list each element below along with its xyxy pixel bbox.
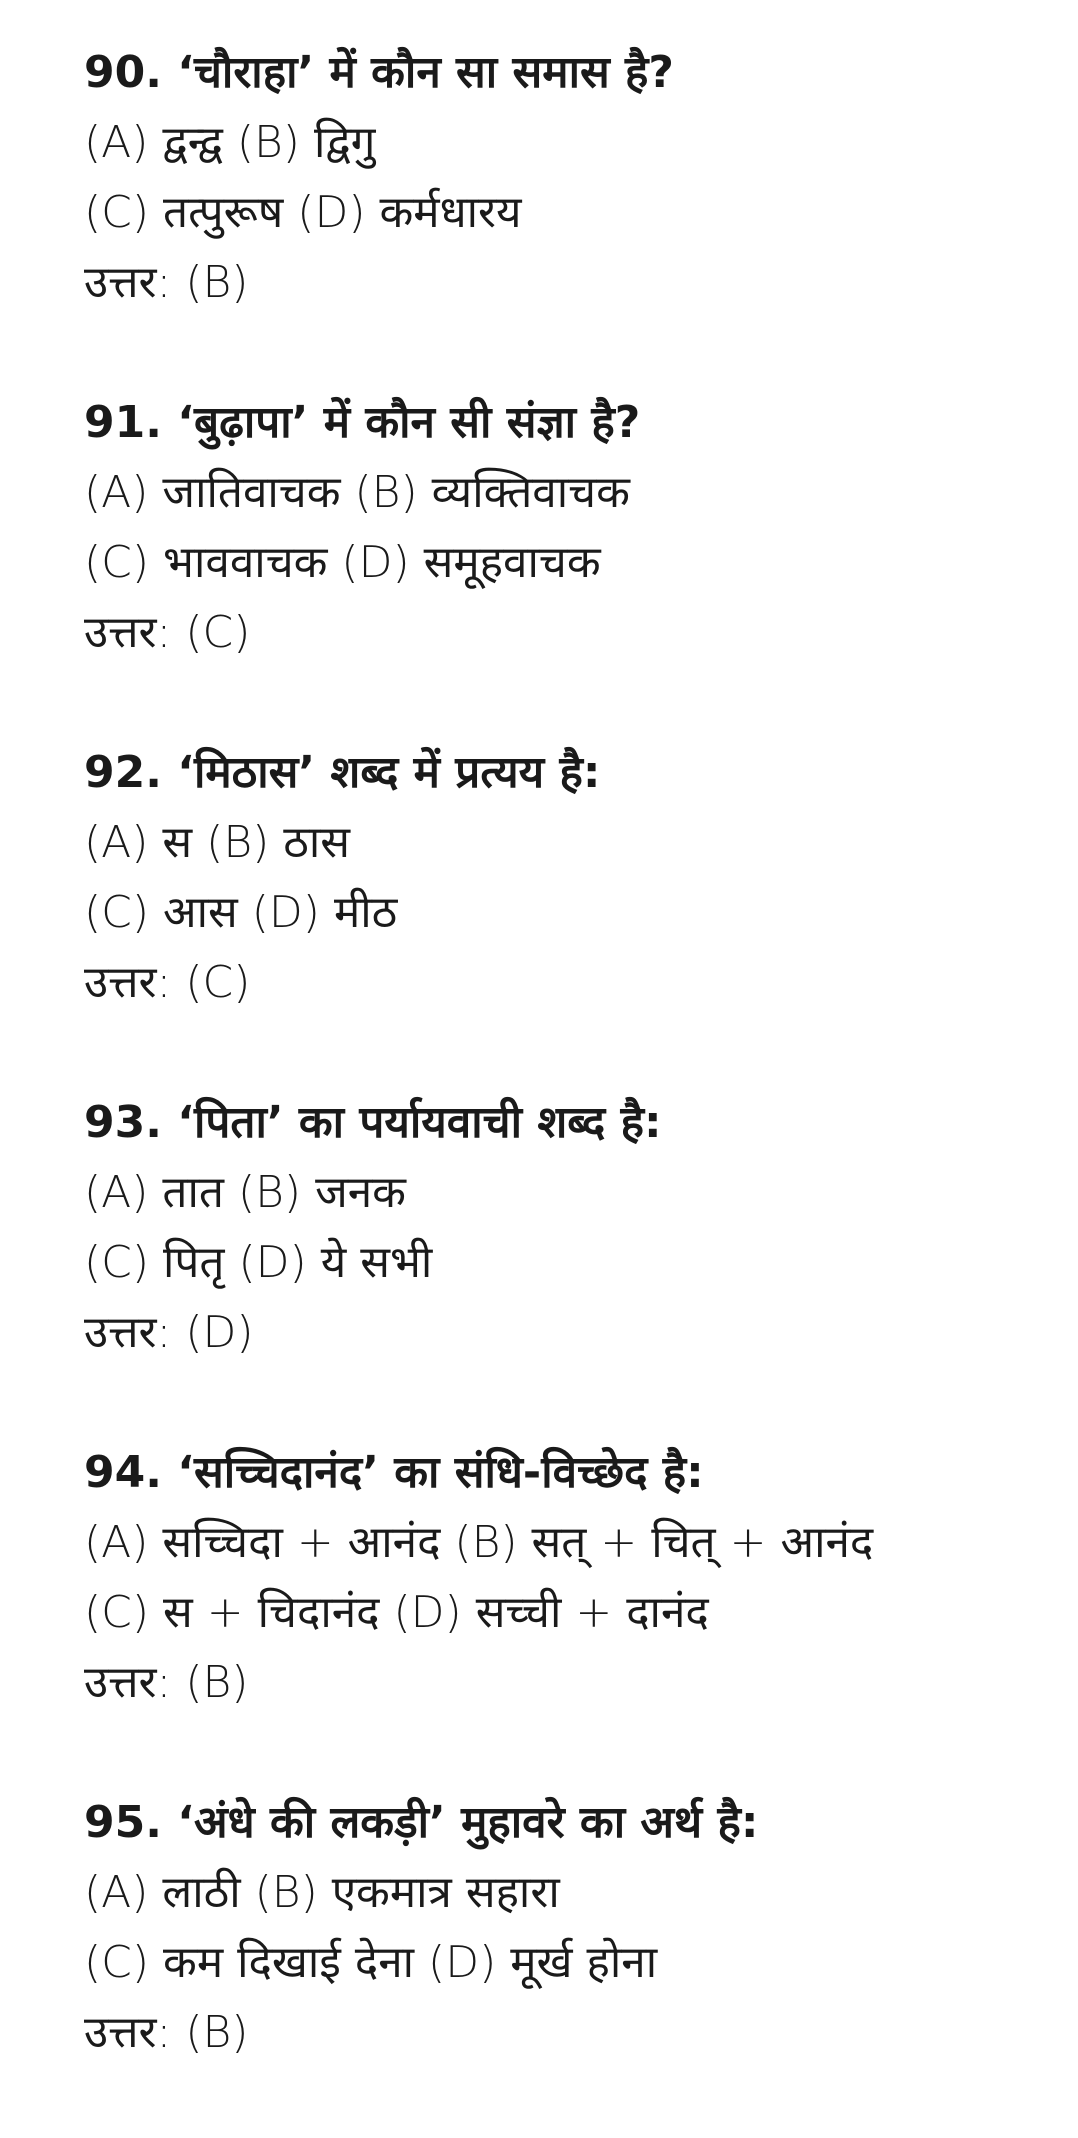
options-line-1: (A) द्वन्द्व (B) द्विगु [84, 117, 376, 168]
options-line-2: (C) कम दिखाई देना (D) मूर्ख होना [84, 1937, 658, 1988]
question-text: 91. ‘बुढ़ापा’ में कौन सी संज्ञा है? [84, 397, 641, 448]
options-line-2: (C) भाववाचक (D) समूहवाचक [84, 537, 601, 588]
answer-text: उत्तर: (B) [84, 257, 249, 308]
options-line-2: (C) पितृ (D) ये सभी [84, 1237, 433, 1288]
question-text: 95. ‘अंधे की लकड़ी’ मुहावरे का अर्थ है: [84, 1797, 759, 1848]
answer-text: उत्तर: (B) [84, 2007, 249, 2058]
question-block-95 [84, 1788, 1044, 2068]
options-line-1: (A) जातिवाचक (B) व्यक्तिवाचक [84, 467, 630, 518]
question-text: 93. ‘पिता’ का पर्यायवाची शब्द है: [84, 1097, 662, 1148]
options-line-1: (A) सच्चिदा + आनंद (B) सत् + चित् + आनंद [84, 1517, 874, 1568]
question-text: 90. ‘चौराहा’ में कौन सा समास है? [84, 47, 674, 98]
options-line-2: (C) आस (D) मीठ [84, 887, 398, 938]
answer-text: उत्तर: (C) [84, 607, 251, 658]
options-line-1: (A) लाठी (B) एकमात्र सहारा [84, 1867, 560, 1918]
options-line-2: (C) स + चिदानंद (D) सच्ची + दानंद [84, 1587, 709, 1638]
question-block-92 [84, 738, 1044, 1018]
question-block-94 [84, 1438, 1044, 1718]
question-text: 94. ‘सच्चिदानंद’ का संधि-विच्छेद है: [84, 1447, 704, 1498]
answer-text: उत्तर: (C) [84, 957, 251, 1008]
question-block-91 [84, 388, 1044, 668]
answer-text: उत्तर: (D) [84, 1307, 254, 1358]
question-block-90 [84, 38, 1044, 318]
quiz-page [84, 38, 1044, 2138]
question-block-93 [84, 1088, 1044, 1368]
answer-text: उत्तर: (B) [84, 1657, 249, 1708]
options-line-1: (A) स (B) ठास [84, 817, 350, 868]
question-text: 92. ‘मिठास’ शब्द में प्रत्यय है: [84, 747, 601, 798]
options-line-2: (C) तत्पुरूष (D) कर्मधारय [84, 187, 522, 238]
options-line-1: (A) तात (B) जनक [84, 1167, 406, 1218]
